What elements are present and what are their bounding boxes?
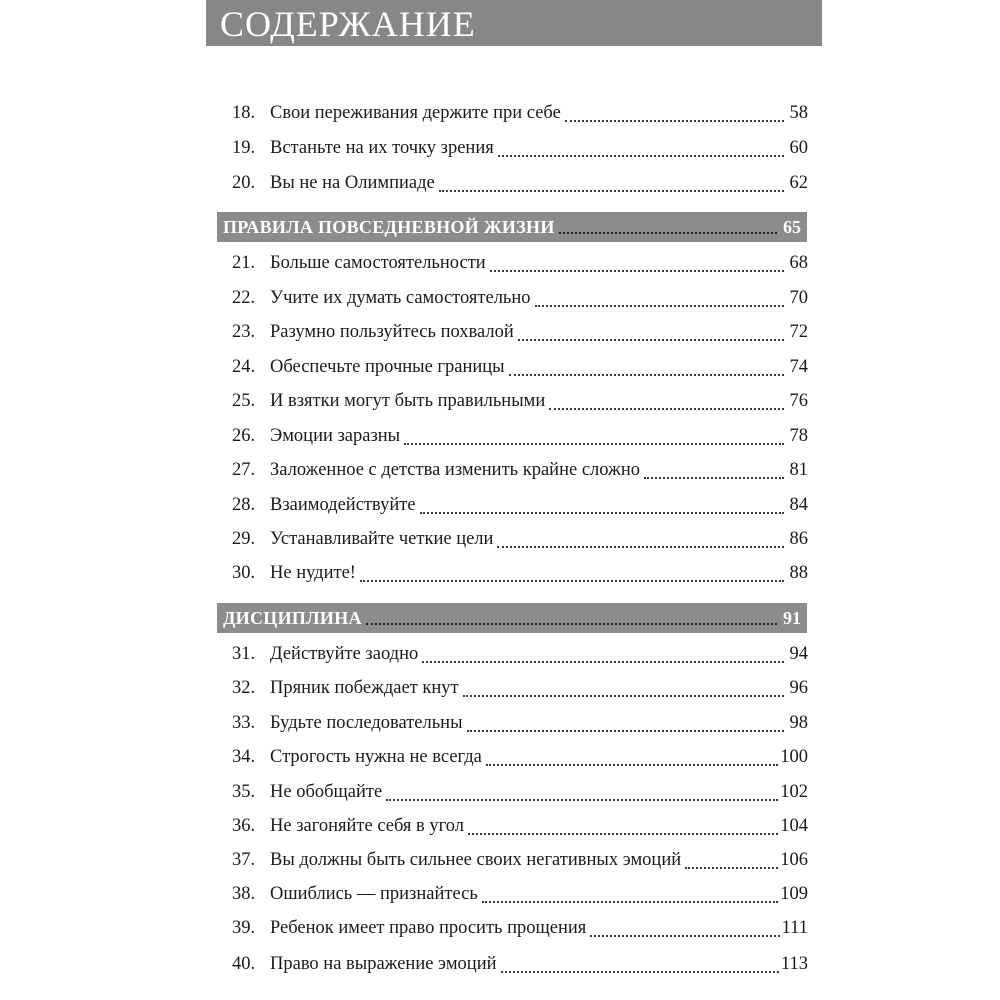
entry-title: Взаимодействуйте	[270, 495, 416, 515]
entry-title: Действуйте заодно	[270, 644, 419, 664]
dot-leader	[366, 623, 777, 625]
entry-title: Будьте последовательны	[270, 713, 463, 733]
entry-title: Эмоции заразны	[270, 426, 401, 446]
entry-number: 32.	[232, 678, 256, 698]
toc-entry[interactable]	[232, 318, 808, 346]
entry-number: 24.	[232, 357, 256, 377]
dot-leader	[590, 934, 779, 937]
dot-leader	[685, 866, 778, 869]
entry-page: 78	[789, 426, 808, 446]
entry-title: И взятки могут быть правильными	[270, 391, 546, 411]
entry-page: 100	[780, 747, 808, 767]
entry-page: 113	[780, 954, 808, 974]
entry-title: Учите их думать самостоятельно	[270, 288, 531, 308]
entry-page: 62	[789, 173, 808, 193]
entry-title: Устанавливайте четкие цели	[270, 529, 494, 549]
dot-leader	[467, 729, 784, 732]
entry-page: 98	[789, 713, 808, 733]
entry-page: 102	[780, 782, 808, 802]
dot-leader	[404, 442, 784, 445]
entry-number: 21.	[232, 253, 256, 273]
dot-leader	[463, 694, 784, 697]
entry-number: 36.	[232, 816, 256, 836]
entry-page: 58	[789, 103, 808, 123]
entry-number: 19.	[232, 138, 256, 158]
entry-page: 104	[780, 816, 808, 836]
toc-entry[interactable]	[232, 743, 808, 771]
entry-title: Ребенок имеет право просить прощения	[270, 918, 587, 938]
toc-entry[interactable]	[232, 134, 808, 162]
toc-section-discipline[interactable]	[217, 603, 807, 633]
entry-title: Заложенное с детства изменить крайне сложно	[270, 460, 640, 480]
section-page: 65	[783, 216, 801, 237]
dot-leader	[501, 970, 779, 973]
dot-leader	[509, 373, 784, 376]
toc-entry[interactable]	[232, 812, 808, 840]
toc-entry[interactable]	[232, 249, 808, 277]
entry-number: 30.	[232, 563, 256, 583]
toc-entry[interactable]	[232, 422, 808, 450]
entry-page: 109	[780, 884, 808, 904]
entry-number: 18.	[232, 103, 256, 123]
entry-page: 74	[789, 357, 808, 377]
toc-section-everyday-rules[interactable]	[217, 212, 807, 242]
entry-number: 25.	[232, 391, 256, 411]
entry-number: 34.	[232, 747, 256, 767]
entry-title: Встаньте на их точку зрения	[270, 138, 494, 158]
toc-entry[interactable]	[232, 640, 808, 668]
dot-leader	[486, 763, 778, 766]
entry-page: 88	[789, 563, 808, 583]
entry-title: Вы должны быть сильнее своих негативных эмоций	[270, 850, 682, 870]
toc-entry[interactable]	[232, 525, 808, 553]
toc-entry[interactable]	[232, 353, 808, 381]
entry-title: Не загоняйте себя в угол	[270, 816, 465, 836]
toc-entry[interactable]	[232, 169, 808, 197]
entry-page: 96	[789, 678, 808, 698]
entry-page: 72	[789, 322, 808, 342]
entry-page: 84	[789, 495, 808, 515]
section-page: 91	[783, 607, 801, 628]
toc-entry[interactable]	[232, 914, 808, 942]
entry-title: Пряник побеждает кнут	[270, 678, 459, 698]
entry-number: 23.	[232, 322, 256, 342]
entry-title: Обеспечьте прочные границы	[270, 357, 505, 377]
entry-number: 27.	[232, 460, 256, 480]
entry-title: Ошиблись — признайтесь	[270, 884, 478, 904]
entry-page: 68	[789, 253, 808, 273]
entry-number: 35.	[232, 782, 256, 802]
entry-title: Право на выражение эмоций	[270, 954, 497, 974]
dot-leader	[386, 798, 778, 801]
entry-number: 29.	[232, 529, 256, 549]
toc-entry[interactable]	[232, 950, 808, 978]
entry-page: 60	[789, 138, 808, 158]
entry-page: 70	[789, 288, 808, 308]
dot-leader	[549, 407, 784, 410]
dot-leader	[498, 154, 784, 157]
toc-entry[interactable]	[232, 387, 808, 415]
toc-entry[interactable]	[232, 284, 808, 312]
dot-leader	[535, 304, 784, 307]
section-title: ДИСЦИПЛИНА	[223, 607, 362, 628]
dot-leader	[490, 269, 784, 272]
entry-number: 40.	[232, 954, 256, 974]
entry-page: 81	[789, 460, 808, 480]
entry-title: Разумно пользуйтесь похвалой	[270, 322, 514, 342]
toc-entry[interactable]	[232, 559, 808, 587]
entry-number: 38.	[232, 884, 256, 904]
toc-entry[interactable]	[232, 674, 808, 702]
entry-number: 26.	[232, 426, 256, 446]
toc-entry[interactable]	[232, 456, 808, 484]
entry-number: 31.	[232, 644, 256, 664]
toc-entry[interactable]	[232, 846, 808, 874]
entry-page: 106	[780, 850, 808, 870]
entry-page: 86	[789, 529, 808, 549]
toc-entry[interactable]	[232, 99, 808, 127]
dot-leader	[482, 900, 778, 903]
entry-number: 37.	[232, 850, 256, 870]
entry-title: Не обобщайте	[270, 782, 383, 802]
dot-leader	[644, 476, 784, 479]
entry-title: Свои переживания держите при себе	[270, 103, 561, 123]
dot-leader	[439, 189, 784, 192]
dot-leader	[518, 338, 784, 341]
dot-leader	[420, 511, 784, 514]
toc-entry[interactable]	[232, 491, 808, 519]
dot-leader	[468, 832, 778, 835]
page-title: СОДЕРЖАНИЕ	[220, 4, 476, 44]
entry-page: 76	[789, 391, 808, 411]
entry-title: Не нудите!	[270, 563, 356, 583]
toc-entry[interactable]	[232, 709, 808, 737]
entry-number: 33.	[232, 713, 256, 733]
entry-title: Больше самостоятельности	[270, 253, 486, 273]
toc-entry[interactable]	[232, 880, 808, 908]
entry-number: 22.	[232, 288, 256, 308]
toc-entry[interactable]	[232, 778, 808, 806]
dot-leader	[559, 232, 777, 234]
entry-number: 28.	[232, 495, 256, 515]
dot-leader	[497, 545, 784, 548]
entry-number: 39.	[232, 918, 256, 938]
entry-page: 94	[789, 644, 808, 664]
section-title: ПРАВИЛА ПОВСЕДНЕВНОЙ ЖИЗНИ	[223, 216, 555, 237]
toc-header-band	[206, 0, 822, 46]
dot-leader	[565, 119, 784, 122]
entry-title: Вы не на Олимпиаде	[270, 173, 435, 193]
dot-leader	[360, 579, 784, 582]
entry-title: Строгость нужна не всегда	[270, 747, 482, 767]
dot-leader	[422, 660, 784, 663]
entry-page: 111	[781, 918, 808, 938]
entry-number: 20.	[232, 173, 256, 193]
